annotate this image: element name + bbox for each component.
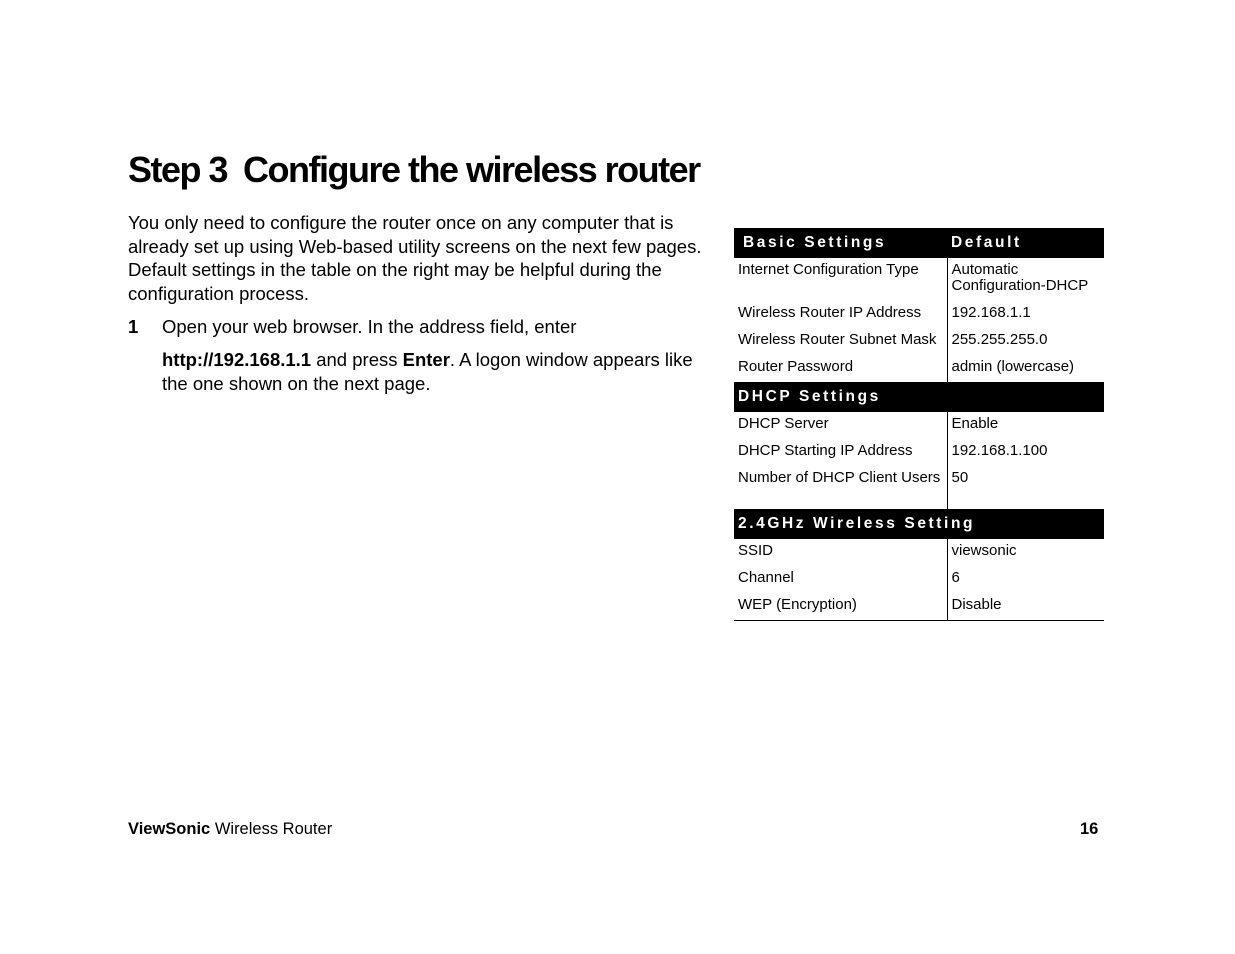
setting-name: DHCP Server xyxy=(734,412,947,439)
setting-value: viewsonic xyxy=(951,542,1017,559)
table-row xyxy=(734,566,1104,593)
step-instruction-line1: Open your web browser. In the address field, enter xyxy=(162,316,577,337)
dhcp-settings-header: DHCP Settings xyxy=(734,382,1104,412)
table-row xyxy=(734,301,1104,328)
footer-brand xyxy=(128,820,332,839)
intro-paragraph: You only need to configure the router once on any computer that is already set up using Web-based utility screens on the next few pages. Default settings in the table on the right may be helpful during the configuration process. xyxy=(128,212,702,305)
table-row xyxy=(734,328,1104,355)
product-name: Wireless Router xyxy=(214,820,333,838)
table-row xyxy=(734,258,1104,301)
table-row xyxy=(734,593,1104,620)
setting-value: 50 xyxy=(951,469,969,486)
table-row xyxy=(734,412,1104,439)
step-instruction-line2 xyxy=(162,348,722,395)
setting-name: DHCP Starting IP Address xyxy=(734,439,947,466)
table-row xyxy=(734,466,1104,509)
setting-name: Internet Configuration Type xyxy=(734,258,947,301)
setting-value: Disable xyxy=(947,593,1104,620)
step-label: Step 3 xyxy=(128,149,228,190)
setting-name: Number of DHCP Client Users xyxy=(734,466,947,509)
table-row xyxy=(734,355,1104,382)
brand-name: ViewSonic xyxy=(128,820,211,838)
setting-name: Router Password xyxy=(734,355,947,382)
setting-name: SSID xyxy=(734,539,947,566)
setting-name: Wireless Router IP Address xyxy=(734,301,947,328)
step-number: 1 xyxy=(128,316,139,337)
setting-value: Automatic Configuration-DHCP xyxy=(951,261,1089,294)
step-connector-text: and press xyxy=(311,349,403,370)
default-settings-table xyxy=(734,228,1104,621)
setting-name: WEP (Encryption) xyxy=(734,593,947,620)
enter-key-label: Enter xyxy=(402,349,450,370)
setting-value: admin (lowercase) xyxy=(951,358,1075,375)
step-title: Configure the wireless router xyxy=(243,149,700,190)
setting-value: 255.255.255.0 xyxy=(951,331,1048,348)
setting-value: Enable xyxy=(951,415,999,432)
wireless-settings-header-row xyxy=(734,509,1104,539)
step-rest-text: . A logon window appears like the one shown on the next page. xyxy=(162,349,693,394)
page-title xyxy=(128,148,700,192)
page-number: 16 xyxy=(1080,820,1099,838)
setting-name: Wireless Router Subnet Mask xyxy=(734,328,947,355)
setting-value: 6 xyxy=(951,569,960,586)
router-url: http://192.168.1.1 xyxy=(162,349,312,370)
table-row xyxy=(734,539,1104,566)
table-row xyxy=(734,439,1104,466)
basic-settings-header-row xyxy=(734,228,1104,258)
wireless-settings-header: 2.4GHz Wireless Setting xyxy=(734,509,1104,539)
basic-settings-header: Basic Settings xyxy=(734,228,947,258)
dhcp-settings-header-row xyxy=(734,382,1104,412)
default-header: Default xyxy=(947,228,1104,258)
setting-name: Channel xyxy=(734,566,947,593)
setting-value: 192.168.1.100 xyxy=(951,442,1048,459)
setting-value: 192.168.1.1 xyxy=(951,304,1031,321)
